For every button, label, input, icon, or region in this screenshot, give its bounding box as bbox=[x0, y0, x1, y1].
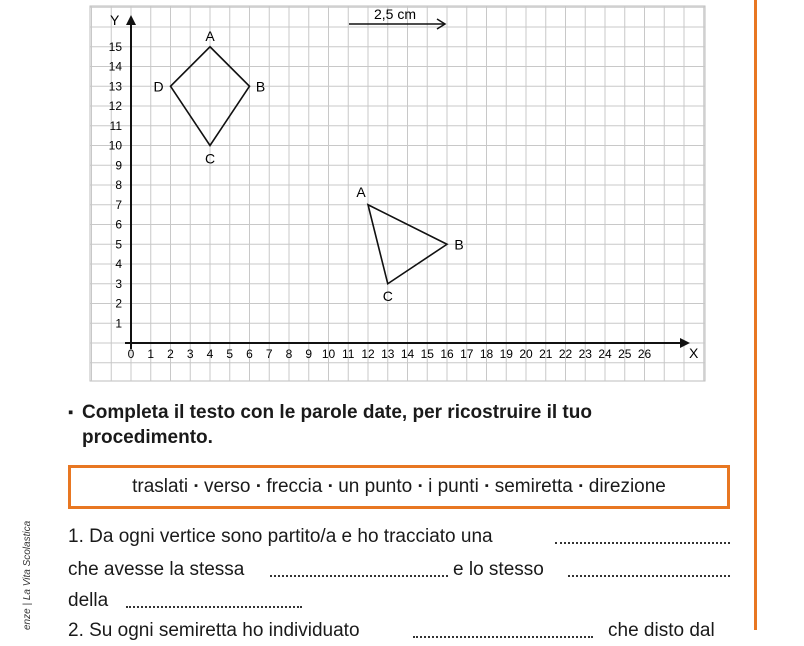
y-tick-label: 14 bbox=[108, 59, 122, 74]
word-bank-item: freccia bbox=[266, 476, 323, 497]
x-tick-label: 17 bbox=[460, 347, 474, 361]
word-bank-item: verso bbox=[203, 476, 251, 497]
grid-background bbox=[90, 6, 705, 381]
x-tick-label: 16 bbox=[440, 347, 454, 361]
x-tick-label: 19 bbox=[499, 347, 513, 361]
x-tick-label: 2 bbox=[167, 347, 174, 361]
y-tick-label: 3 bbox=[115, 276, 122, 291]
word-separator: ▪ bbox=[578, 480, 583, 492]
triangle-vertex-a: A bbox=[356, 183, 366, 200]
word-bank-item: traslati bbox=[132, 476, 189, 497]
exercise-line-2 bbox=[68, 559, 732, 585]
x-tick-label: 6 bbox=[246, 347, 253, 361]
y-tick-label: 11 bbox=[109, 118, 122, 133]
scale-label: 2,5 cm bbox=[374, 6, 417, 22]
x-tick-label: 3 bbox=[186, 347, 194, 361]
x-tick-label: 21 bbox=[539, 347, 553, 361]
x-tick-label: 7 bbox=[265, 347, 273, 361]
exercise-line4a-text: 2. Su ogni semiretta ho individuato bbox=[68, 620, 360, 641]
y-tick-label: 15 bbox=[108, 39, 122, 54]
y-axis-label: Y bbox=[110, 12, 120, 28]
x-tick-label: 5 bbox=[226, 347, 234, 361]
blank-semiretta[interactable] bbox=[555, 526, 730, 544]
x-tick-label: 25 bbox=[618, 347, 632, 361]
exercise-line2a-text: che avesse la stessa bbox=[68, 559, 245, 580]
exercise-line2b-text: e lo stesso bbox=[453, 559, 544, 580]
exercise-line1-text: 1. Da ogni vertice sono partito/a e ho tracciato una bbox=[68, 526, 493, 547]
y-tick-label: 2 bbox=[115, 296, 122, 311]
blank-freccia[interactable] bbox=[126, 590, 302, 608]
x-tick-label: 0 bbox=[127, 347, 135, 361]
x-tick-label: 1 bbox=[147, 347, 155, 361]
word-separator: ▪ bbox=[256, 480, 261, 492]
instruction-text: Completa il testo con le parole date, per ricostruire il tuo procedimento. bbox=[82, 402, 592, 448]
x-tick-label: 15 bbox=[420, 347, 434, 361]
rhombus-vertex-c: C bbox=[204, 150, 216, 167]
x-tick-label: 4 bbox=[206, 347, 214, 361]
y-tick-label: 13 bbox=[108, 79, 122, 94]
y-tick-label: 1 bbox=[115, 316, 122, 331]
y-tick-label: 10 bbox=[108, 138, 122, 153]
rhombus-vertex-d: D bbox=[153, 78, 164, 95]
word-separator: ▪ bbox=[328, 480, 333, 492]
exercise-line3-text: della bbox=[68, 590, 109, 611]
word-separator: ▪ bbox=[418, 480, 423, 492]
word-bank-item: un punto bbox=[338, 476, 413, 497]
word-bank-item: semiretta bbox=[494, 476, 573, 497]
x-tick-label: 9 bbox=[305, 347, 313, 361]
blank-verso[interactable] bbox=[568, 559, 730, 577]
triangle-vertex-c: C bbox=[382, 287, 393, 304]
exercise-line-1 bbox=[68, 526, 732, 552]
instruction-bullet: ▪ bbox=[68, 404, 74, 421]
word-separator: ▪ bbox=[194, 480, 198, 492]
word-separator: ▪ bbox=[484, 480, 489, 492]
y-tick-label: 5 bbox=[115, 237, 122, 252]
y-tick-label: 9 bbox=[115, 158, 122, 173]
x-tick-label: 23 bbox=[578, 347, 592, 361]
triangle-vertex-b: B bbox=[454, 236, 464, 253]
x-tick-label: 14 bbox=[400, 347, 415, 361]
exercise-line-3 bbox=[68, 590, 732, 616]
instruction bbox=[68, 400, 728, 450]
x-tick-label: 11 bbox=[342, 347, 355, 361]
word-bank-item: i punti bbox=[428, 476, 479, 497]
x-tick-label: 12 bbox=[361, 347, 375, 361]
word-bank-box bbox=[68, 465, 730, 509]
exercise-line-4 bbox=[68, 620, 732, 646]
rhombus-vertex-b: B bbox=[255, 78, 266, 95]
word-bank-item: direzione bbox=[588, 476, 666, 497]
blank-un-punto[interactable] bbox=[413, 620, 593, 638]
x-tick-label: 13 bbox=[381, 347, 395, 361]
y-tick-label: 8 bbox=[115, 178, 122, 192]
side-credit: enze | La Vita Scolastica bbox=[22, 520, 33, 630]
x-tick-label: 18 bbox=[479, 347, 494, 361]
y-tick-label: 4 bbox=[115, 257, 122, 271]
exercise-line4b-text: che disto dal bbox=[608, 620, 715, 641]
blank-direzione[interactable] bbox=[270, 559, 448, 577]
x-tick-label: 20 bbox=[519, 347, 533, 361]
x-tick-label: 10 bbox=[321, 347, 336, 361]
y-tick-label: 12 bbox=[108, 99, 122, 113]
rhombus-vertex-a: A bbox=[205, 27, 215, 44]
x-tick-label: 22 bbox=[558, 347, 573, 361]
x-axis-label: X bbox=[689, 345, 699, 361]
y-tick-label: 7 bbox=[115, 197, 122, 212]
x-tick-label: 26 bbox=[637, 347, 652, 361]
y-tick-label: 6 bbox=[115, 217, 122, 232]
x-tick-label: 8 bbox=[285, 347, 293, 361]
x-tick-label: 24 bbox=[598, 347, 612, 361]
